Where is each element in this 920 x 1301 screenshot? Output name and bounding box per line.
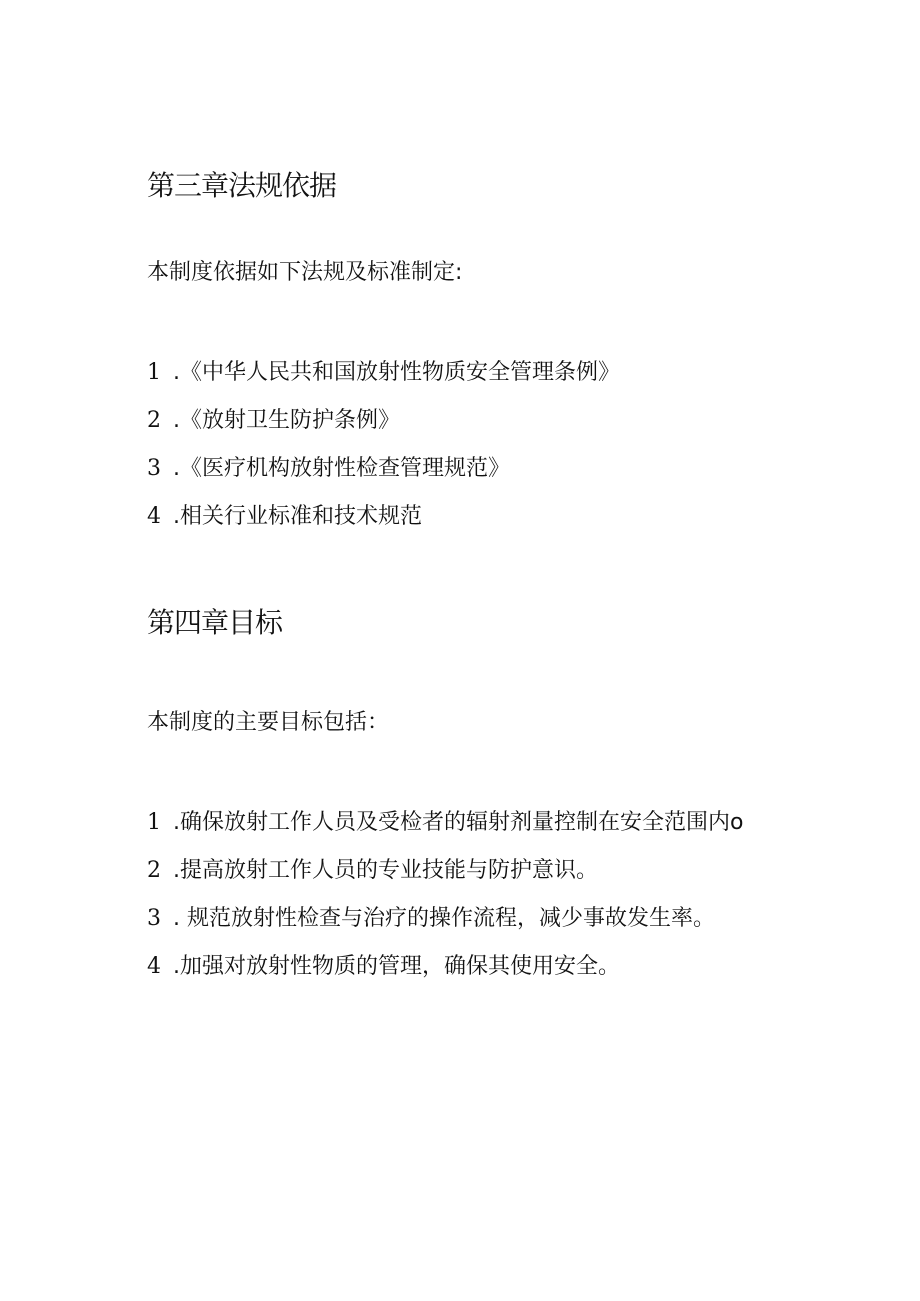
- list-item-text: . 规范放射性检查与治疗的操作流程，减少事故发生率。: [173, 906, 715, 931]
- list-item: [147, 454, 620, 502]
- list-item-number: 4: [147, 504, 161, 529]
- list-item: [147, 502, 620, 550]
- list-item: [147, 808, 743, 856]
- chapter-3-title: 第三章法规依据: [147, 169, 337, 202]
- list-item-text: .《医疗机构放射性检查管理规范》: [173, 456, 510, 481]
- list-item: [147, 952, 743, 1000]
- list-item-number: 4: [147, 954, 161, 979]
- list-item-text: .加强对放射性物质的管理，确保其使用安全。: [173, 954, 620, 979]
- list-item-number: 3: [147, 906, 161, 931]
- list-item-number: 1: [147, 360, 161, 385]
- chapter-4-intro: 本制度的主要目标包括：: [147, 710, 390, 735]
- list-item-text: .确保放射工作人员及受检者的辐射剂量控制在安全范围内o: [173, 810, 744, 835]
- list-item-text: .《中华人民共和国放射性物质安全管理条例》: [173, 360, 620, 385]
- list-item-number: 2: [147, 858, 161, 883]
- list-item: [147, 856, 743, 904]
- list-item-number: 2: [147, 408, 161, 433]
- list-item-text: .提高放射工作人员的专业技能与防护意识。: [173, 858, 598, 883]
- chapter-4-list: [147, 808, 743, 1000]
- list-item-number: 3: [147, 456, 161, 481]
- list-item-number: 1: [147, 810, 161, 835]
- list-item: [147, 904, 743, 952]
- chapter-3-intro: 本制度依据如下法规及标准制定:: [147, 260, 463, 285]
- list-item-text: .《放射卫生防护条例》: [173, 408, 400, 433]
- list-item-text: .相关行业标准和技术规范: [173, 504, 422, 529]
- chapter-4-title: 第四章目标: [147, 606, 283, 639]
- list-item: [147, 406, 620, 454]
- list-item: [147, 358, 620, 406]
- chapter-3-list: [147, 358, 620, 550]
